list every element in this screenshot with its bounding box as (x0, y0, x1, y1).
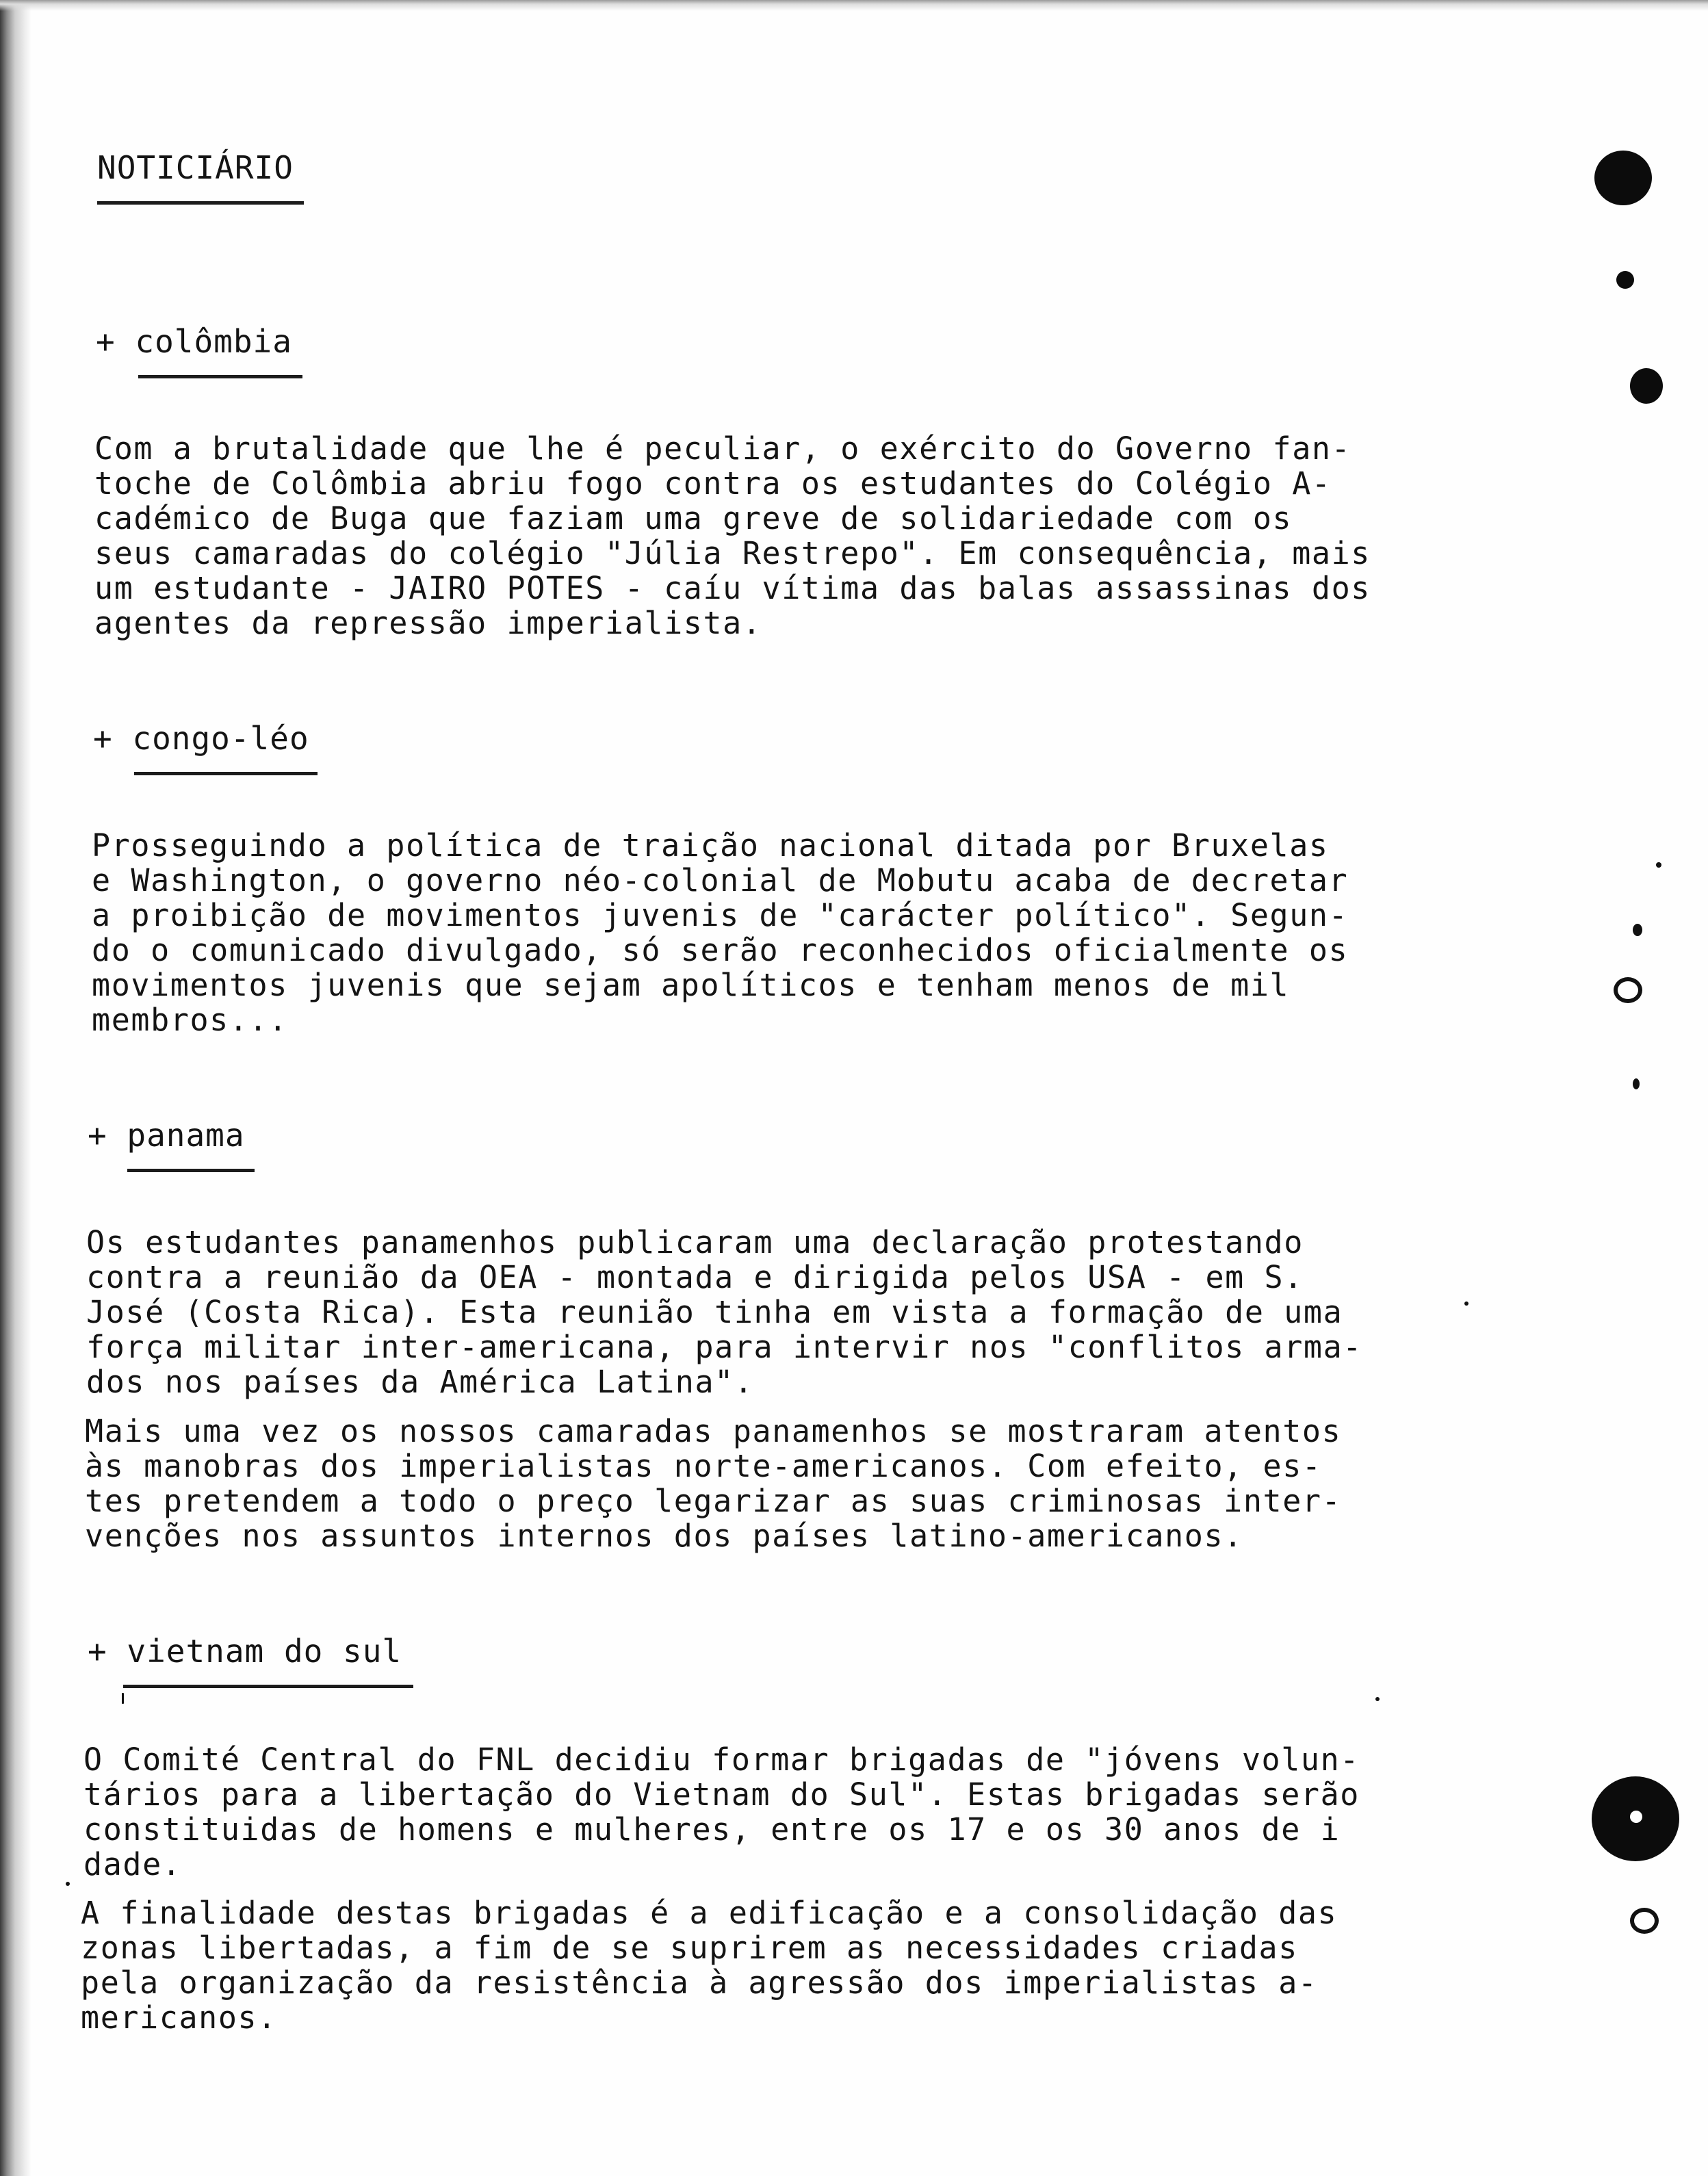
section-heading-vietnam-do-sul: + vietnam do sul (88, 1633, 402, 1670)
punch-hole (1594, 151, 1652, 205)
punch-hole (1614, 977, 1642, 1003)
section-heading-congo-leo: + congo-léo (93, 720, 309, 757)
scan-speckle (122, 1693, 124, 1704)
heading-underline (134, 772, 318, 775)
scan-speckle (1633, 1078, 1640, 1089)
page-edge-shadow (0, 0, 31, 2176)
heading-underline (127, 1169, 255, 1172)
section-paragraph: Prosseguindo a política de traição nacional ditada por Bruxelas e Washington, o governo néo-colonial de Mobutu acaba de decretar a proibição de movimentos juvenis de "carácter político". Segun- do o comunicado divulgado, só serão reconhecidos oficialmente os movimentos juvenis que sejam apolíticos e tenham menos de mil membros... (92, 827, 1349, 1038)
punch-hole (1630, 1908, 1659, 1934)
section-paragraph: Os estudantes panamenhos publicaram uma declaração protestando contra a reunião da OEA - montada e dirigida pelos USA - em S. José (Costa Rica). Esta reunião tinha em vista a formação de uma força militar inter-americana, para intervir nos "conflitos arma- dos nos países da América Latina". (86, 1224, 1362, 1400)
section-heading-colombia: + colômbia (96, 323, 292, 360)
scan-speckle (1464, 1301, 1468, 1306)
scan-speckle (66, 1882, 70, 1886)
punch-hole-inner (1630, 1811, 1642, 1823)
punch-hole (1630, 368, 1663, 404)
scan-speckle (1375, 1697, 1380, 1701)
section-paragraph: Mais uma vez os nossos camaradas panamenhos se mostraram atentos às manobras dos imperialistas norte-americanos. Com efeito, es- tes pretendem a todo o preço legarizar as suas criminosas inter- venções nos assuntos internos dos países latino-americanos. (85, 1413, 1342, 1554)
section-paragraph: Com a brutalidade que lhe é peculiar, o exército do Governo fan- toche de Colômbia abriu fogo contra os estudantes do Colégio A- cadémico de Buga que faziam uma greve de solidariedade com os seus camaradas do colégio "Júlia Restrepo". Em consequência, mais um estudante - JAIRO POTES - caíu vítima das balas assassinas dos agentes da repressão imperialista. (94, 430, 1371, 641)
scan-speckle (1656, 862, 1661, 868)
heading-underline (123, 1685, 413, 1688)
section-heading-panama: + panama (88, 1117, 245, 1154)
section-paragraph: A finalidade destas brigadas é a edificação e a consolidação das zonas libertadas, a fim de se suprirem as necessidades criadas pela organização da resistência à agressão dos imperialistas a- mericanos. (81, 1895, 1338, 2036)
punch-hole (1616, 271, 1634, 289)
section-paragraph: O Comité Central do FNL decidiu formar brigadas de "jóvens volun- tários para a libertação do Vietnam do Sul". Estas brigadas serão constituidas de homens e mulheres, entre os 17 e os 30 anos de i dade. (83, 1741, 1360, 1882)
page-top-edge-shadow (0, 0, 1708, 11)
title-underline (97, 201, 304, 205)
heading-underline (138, 375, 302, 378)
scan-speckle (1633, 924, 1642, 936)
page-title: NOTICIÁRIO (97, 149, 294, 186)
